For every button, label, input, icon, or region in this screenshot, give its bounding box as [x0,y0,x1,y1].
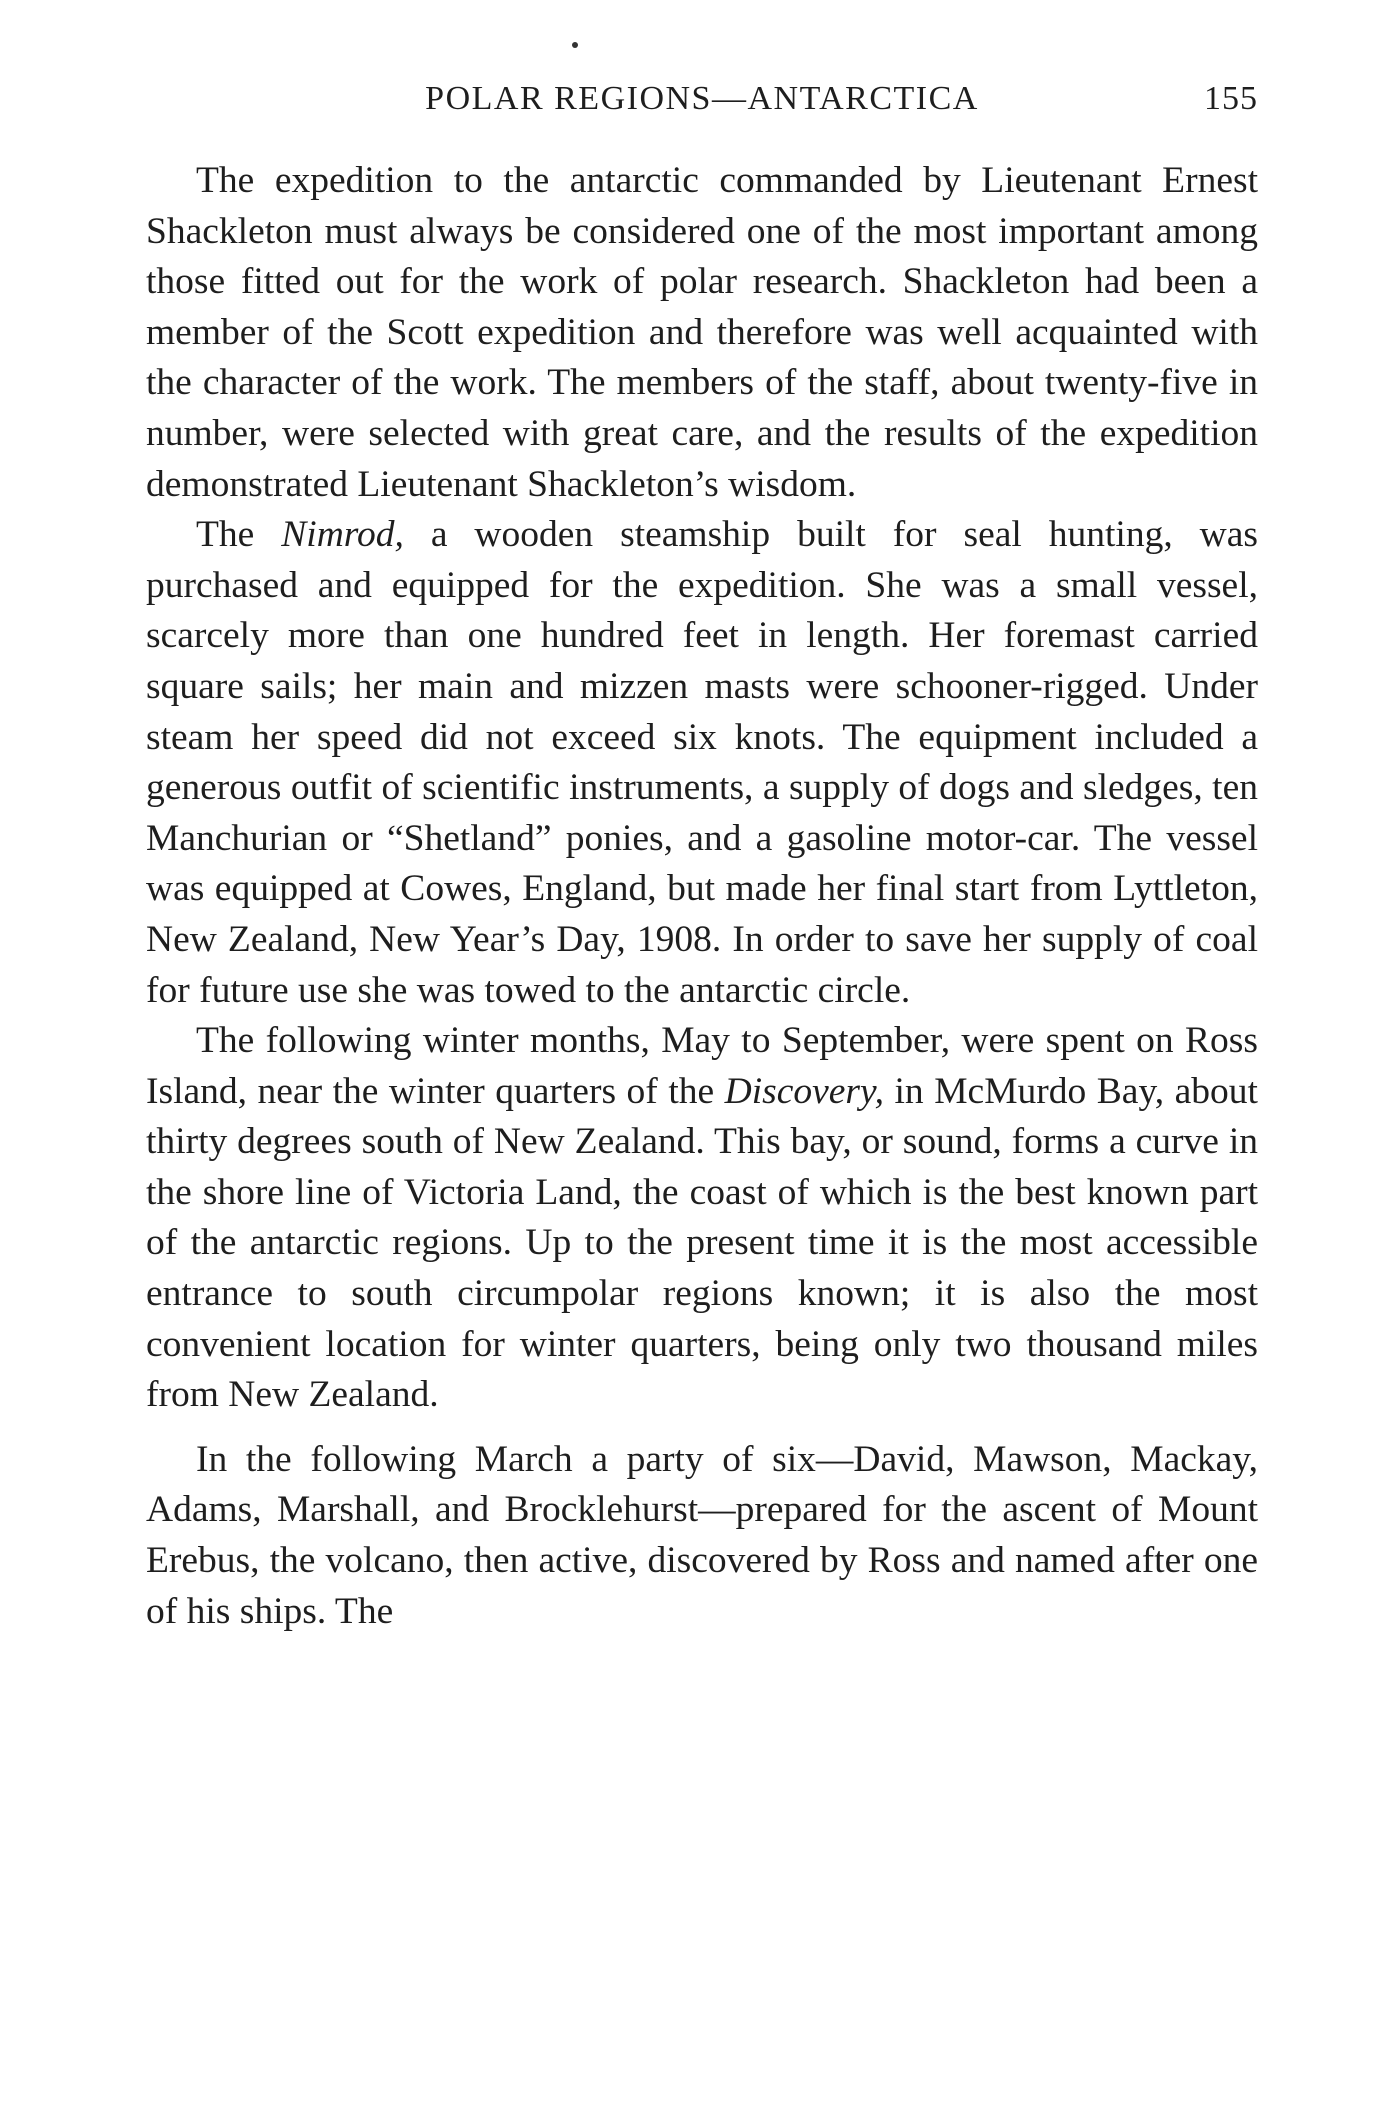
paragraph [146,156,1258,510]
paragraph-text: in McMurdo Bay, about thirty degrees south of New Zealand. This bay, or sound, forms a curve in the shore line of Victoria Land, the coast of which is the best known part of the antarctic regions. Up to the present time it is the most accessible entrance to south circumpolar regions known; it is also the most convenient location for winter quarters, being only two thousand miles from New Zealand. [146,1070,1258,1416]
paragraph-text: The [196,514,282,556]
ship-name: Discovery, [724,1070,884,1112]
paragraph [146,1016,1258,1421]
scan-speck [572,42,578,48]
paragraph [146,1435,1258,1637]
paragraph-text: The following winter months, May to September, were spent on Ross Island, near the winter quarters of the [146,1020,1258,1112]
paragraph [146,510,1258,1016]
body-text [146,156,1258,1637]
paragraph-text: In the following March a party of six—David, Mawson, Mackay, Adams, Marshall, and Brocklehurst—prepared for the ascent of Mount Erebus, the volcano, then active, discovered by Ross and named after one of his ships. The [146,1438,1258,1632]
page-number: 155 [1204,80,1258,117]
paragraph-text: The expedition to the antarctic commanded by Lieutenant Ernest Shackleton must always be considered one of the most important among those fitted out for the work of polar research. Shackleton had been a member of the Scott expedition and therefore was well acquainted with the character of the work. The members of the staff, about twenty-five in number, were selected with great care, and the results of the expedition demonstrated Lieutenant Shackleton’s wisdom. [146,160,1258,505]
running-header [146,80,1258,130]
running-title: POLAR REGIONS—ANTARCTICA [425,80,979,117]
ship-name: Nimrod, [281,514,404,556]
paragraph-text: a wooden steamship built for seal hunting, was purchased and equipped for the expedition. She was a small vessel, scarcely more than one hundred feet in length. Her foremast carried square sails; her main and mizzen masts were schooner-rigged. Under steam her speed did not exceed six knots. The equipment included a generous outfit of scientific instruments, a supply of dogs and sledges, ten Manchurian or “Shetland” ponies, and a gasoline motor-car. The vessel was equipped at Cowes, England, but made her final start from Lyttleton, New Zealand, New Year’s Day, 1908. In order to save her supply of coal for future use she was towed to the antarctic circle. [146,514,1258,1011]
